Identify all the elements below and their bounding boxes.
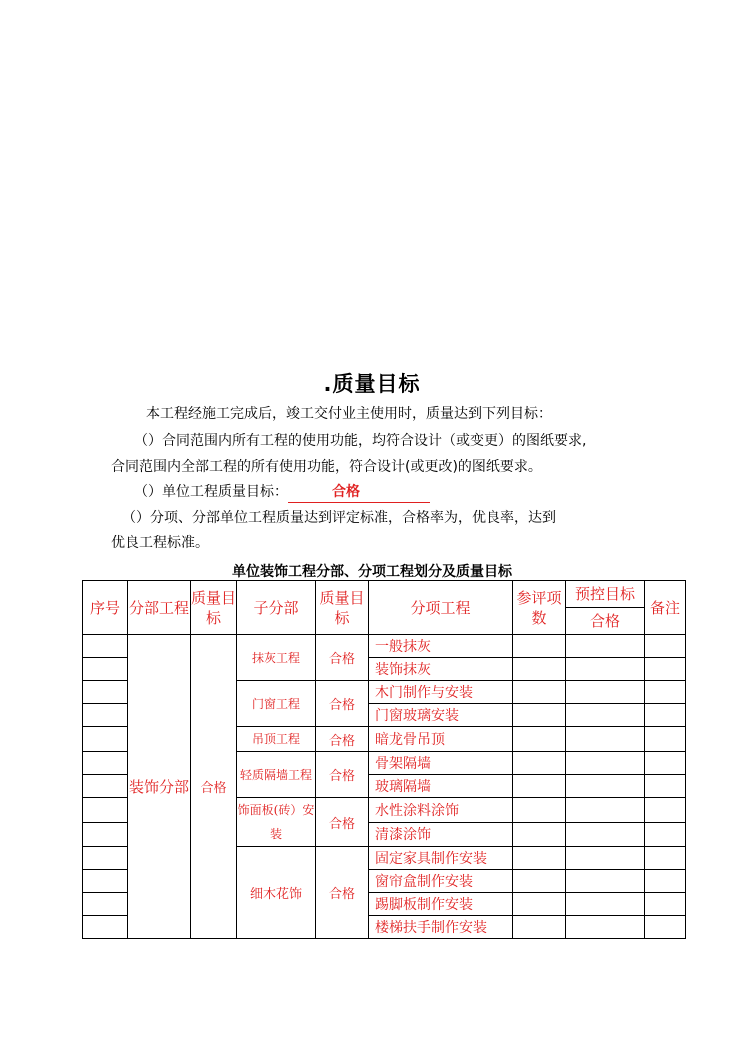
item-cell: 木门制作与安装 [369,681,513,704]
target-cell [566,916,645,939]
remark-cell [645,822,686,847]
seq-cell [83,870,128,893]
target-cell [566,752,645,775]
quality-table [82,580,686,939]
header-remark: 备注 [645,581,686,635]
seq-cell [83,798,128,823]
seq-cell [83,916,128,939]
seq-cell [83,681,128,704]
goal-item-2-label: （）单位工程质量目标： [134,484,288,500]
target-cell [566,870,645,893]
target-cell [566,775,645,798]
subdivision-cell: 轻质隔墙工程 [237,752,316,798]
remark-cell [645,870,686,893]
header-division: 分部工程 [128,581,191,635]
goal-item-3-continued: 优良工程标准。 [111,535,209,551]
seq-cell [83,775,128,798]
target-cell [566,681,645,704]
seq-cell [83,727,128,752]
remark-cell [645,798,686,823]
remark-cell [645,635,686,658]
seq-cell [83,822,128,847]
goal-item-2-value: 合格 [288,482,430,503]
intro-paragraph: 本工程经施工完成后，竣工交付业主使用时，质量达到下列目标： [146,406,552,422]
goal-item-2 [134,482,430,503]
item-cell: 窗帘盒制作安装 [369,870,513,893]
evaluated-cell [513,893,566,916]
remark-cell [645,775,686,798]
header-item: 分项工程 [369,581,513,635]
seq-cell [83,893,128,916]
evaluated-cell [513,681,566,704]
evaluated-cell [513,870,566,893]
seq-cell [83,635,128,658]
target-cell [566,658,645,681]
item-cell: 清漆涂饰 [369,822,513,847]
table-title: 单位装饰工程分部、分项工程划分及质量目标 [232,564,512,580]
header-target-sub: 合格 [566,608,645,635]
seq-cell [83,704,128,727]
item-cell: 门窗玻璃安装 [369,704,513,727]
header-division-quality: 质量目标 [191,581,237,635]
remark-cell [645,752,686,775]
header-sub-quality: 质量目标 [316,581,369,635]
target-cell [566,727,645,752]
evaluated-cell [513,916,566,939]
evaluated-cell [513,798,566,823]
evaluated-cell [513,775,566,798]
page-title: .质量目标 [323,372,421,396]
evaluated-cell [513,635,566,658]
header-subdivision: 子分部 [237,581,316,635]
remark-cell [645,847,686,870]
evaluated-cell [513,704,566,727]
header-evaluated: 参评项数 [513,581,566,635]
evaluated-cell [513,658,566,681]
goal-item-1: （）合同范围内所有工程的使用功能，均符合设计（或变更）的图纸要求, [134,433,587,449]
subdivision-cell: 吊顶工程 [237,727,316,752]
target-cell [566,847,645,870]
remark-cell [645,658,686,681]
target-cell [566,893,645,916]
remark-cell [645,727,686,752]
target-cell [566,635,645,658]
sub-quality-cell: 合格 [316,727,369,752]
subdivision-cell: 门窗工程 [237,681,316,727]
goal-item-1-continued: 合同范围内全部工程的所有使用功能，符合设计(或更改)的图纸要求。 [111,459,542,475]
division-cell: 装饰分部 [128,635,191,939]
remark-cell [645,893,686,916]
target-cell [566,822,645,847]
evaluated-cell [513,822,566,847]
item-cell: 骨架隔墙 [369,752,513,775]
target-cell [566,798,645,823]
subdivision-cell: 细木花饰 [237,847,316,939]
item-cell: 一般抹灰 [369,635,513,658]
header-seq: 序号 [83,581,128,635]
sub-quality-cell: 合格 [316,635,369,681]
item-cell: 楼梯扶手制作安装 [369,916,513,939]
evaluated-cell [513,727,566,752]
item-cell: 固定家具制作安装 [369,847,513,870]
remark-cell [645,704,686,727]
sub-quality-cell: 合格 [316,752,369,798]
item-cell: 暗龙骨吊顶 [369,727,513,752]
remark-cell [645,916,686,939]
evaluated-cell [513,752,566,775]
remark-cell [645,681,686,704]
item-cell: 水性涂料涂饰 [369,798,513,823]
item-cell: 玻璃隔墙 [369,775,513,798]
target-cell [566,704,645,727]
seq-cell [83,752,128,775]
item-cell: 装饰抹灰 [369,658,513,681]
division-quality-cell: 合格 [191,635,237,939]
subdivision-cell: 饰面板(砖）安装 [237,798,316,847]
evaluated-cell [513,847,566,870]
item-cell: 踢脚板制作安装 [369,893,513,916]
sub-quality-cell: 合格 [316,681,369,727]
goal-item-3: （）分项、分部单位工程质量达到评定标准，合格率为，优良率，达到 [122,510,556,526]
header-target: 预控目标 [566,581,645,608]
subdivision-cell: 抹灰工程 [237,635,316,681]
sub-quality-cell: 合格 [316,847,369,939]
seq-cell [83,847,128,870]
sub-quality-cell: 合格 [316,798,369,847]
seq-cell [83,658,128,681]
